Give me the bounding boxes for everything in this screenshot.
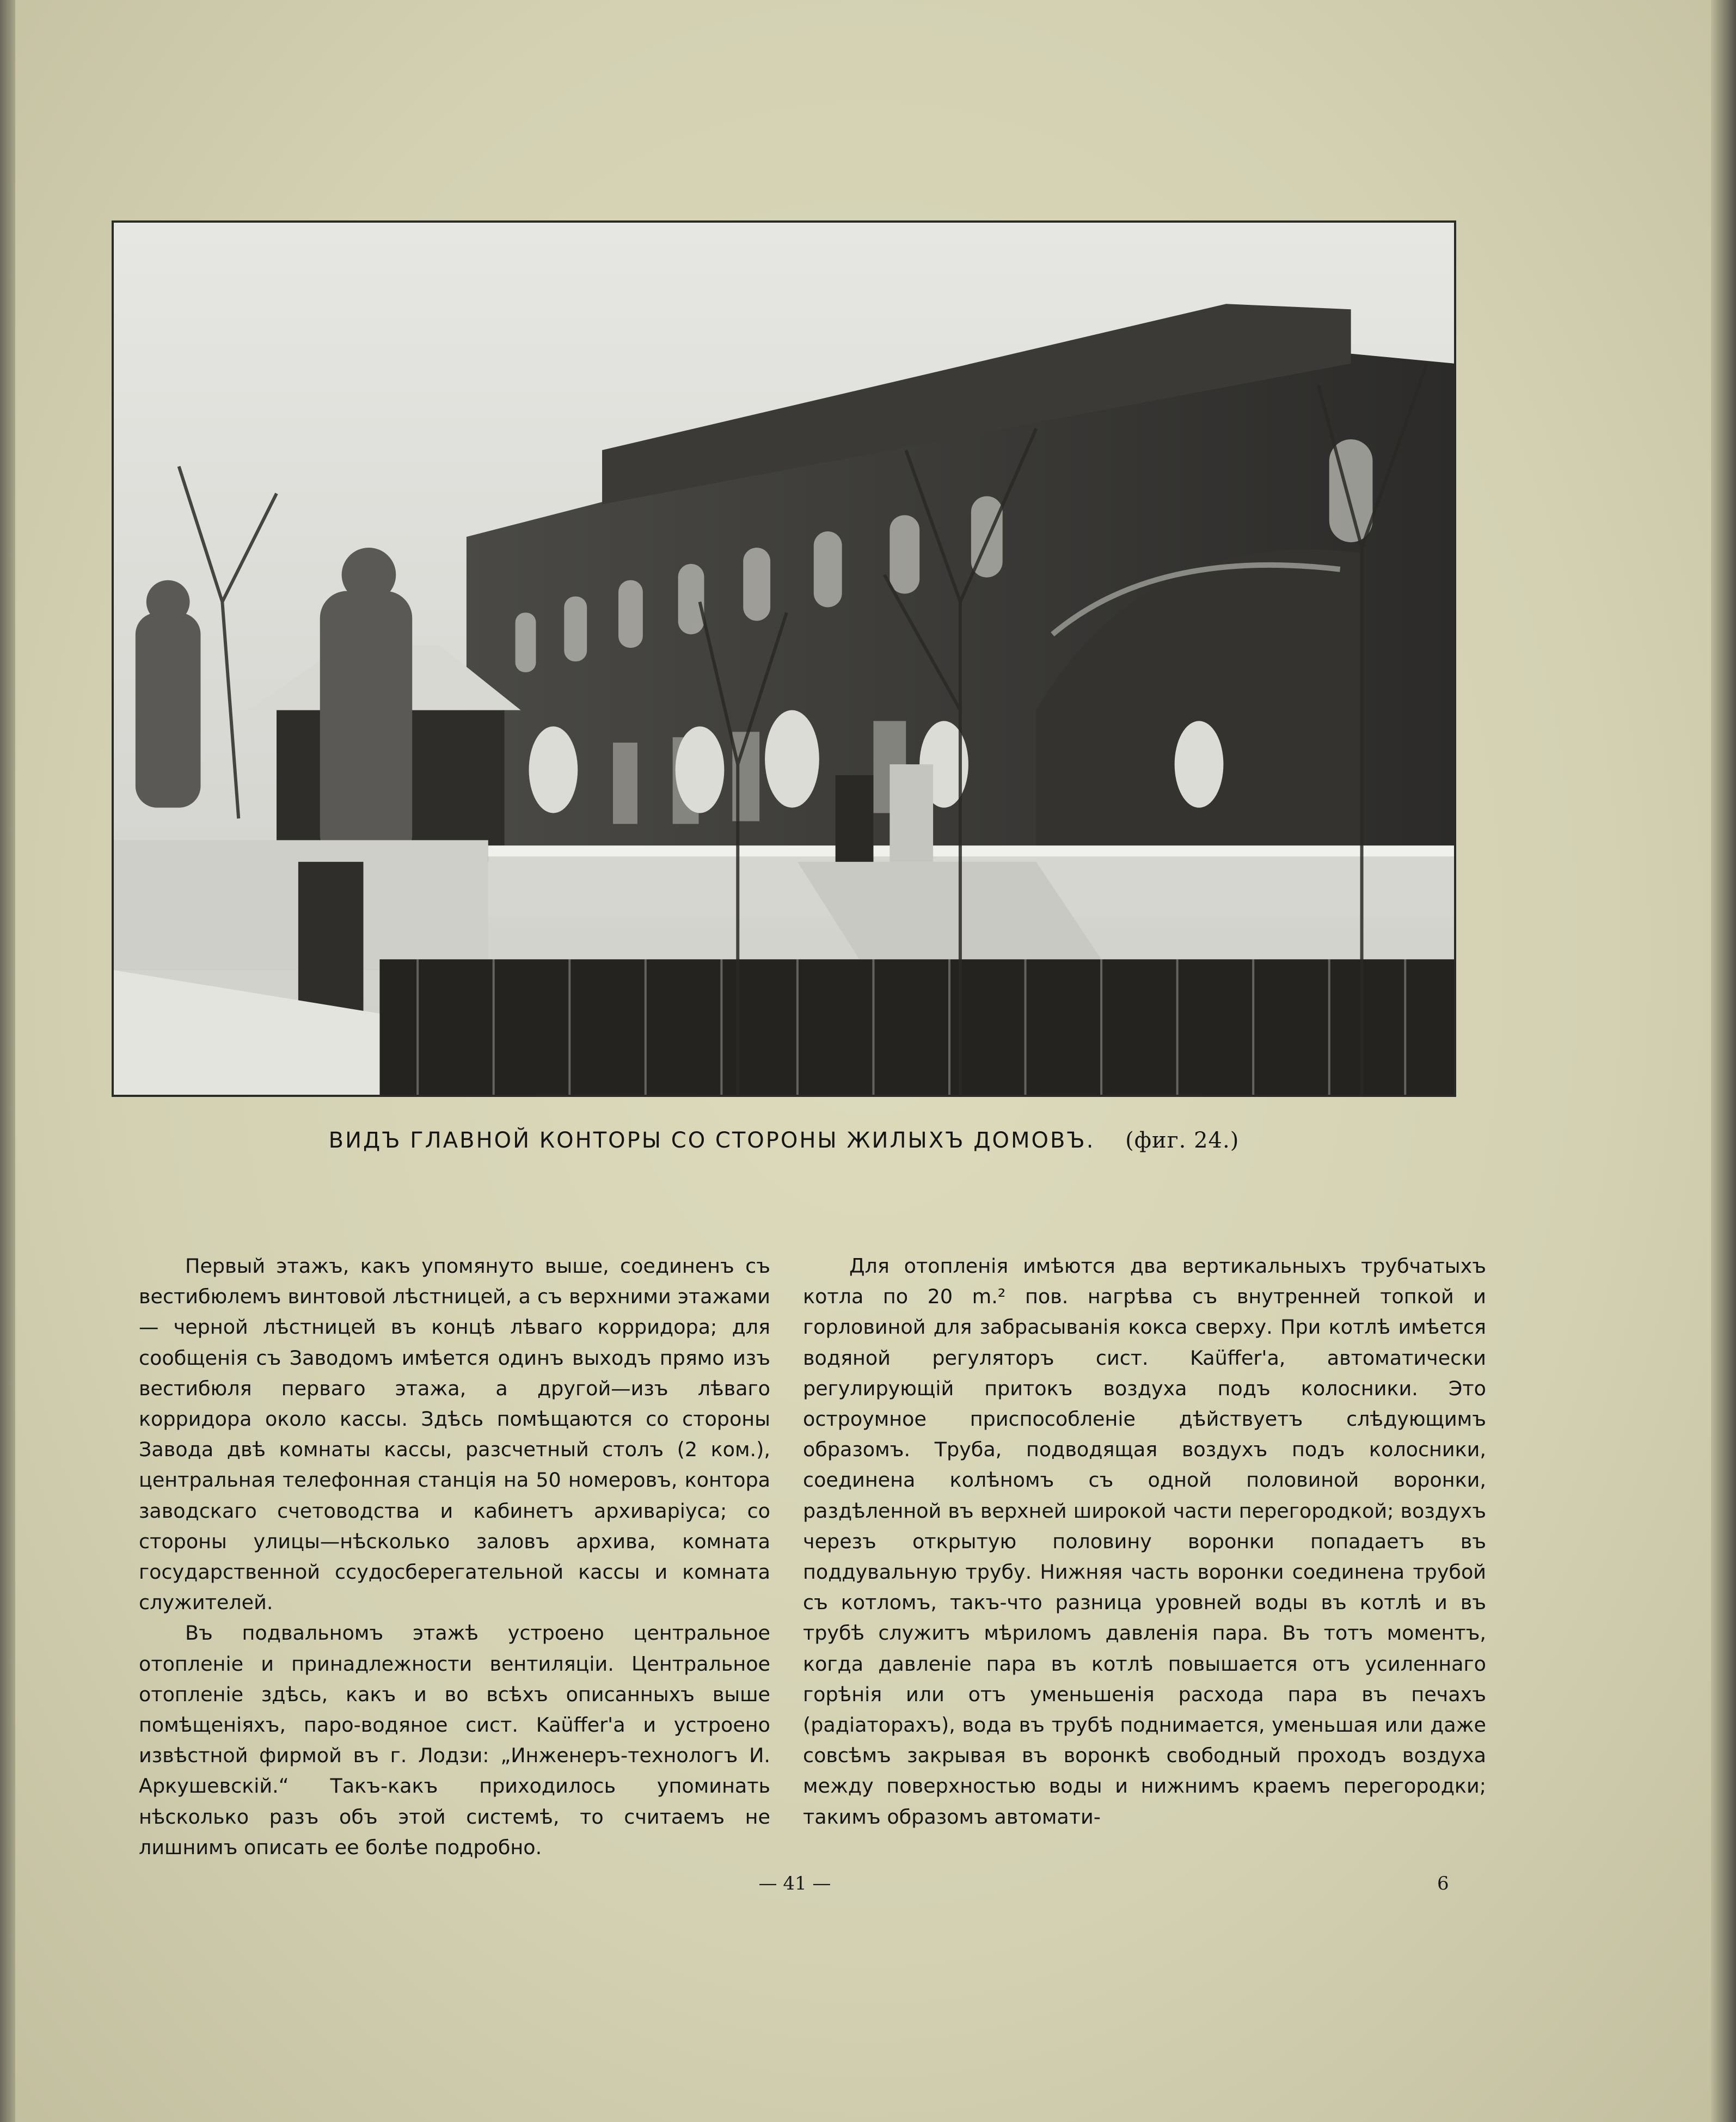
signature-mark: 6	[1437, 1873, 1449, 1894]
paragraph: Для отопленія имѣются два вертикальныхъ трубчатыхъ котла по 20 m.² пов. нагрѣва съ внутренней топкой и горловиной для забрасыванія кокса сверху. При котлѣ имѣется водяной регуляторъ сист. Kaüffer'а, автоматически регулирующій притокъ воздуха подъ колосники. Это остроумное приспособленіе дѣйствуетъ слѣдующимъ образомъ. Труба, подводящая воздухъ подъ колосники, соединена колѣномъ съ одной половиной воронки, раздѣленной въ верхней широкой части перегородкой; воздухъ черезъ открытую половину воронки попадаетъ въ поддувальную трубу. Нижняя часть воронки соединена трубой съ котломъ, такъ-что разница уровней воды въ котлѣ и въ трубѣ служитъ мѣриломъ давленія пара. Въ тотъ моментъ, когда давленіе пара въ котлѣ повышается отъ усиленнаго горѣнія или отъ уменьшенія расхода пара въ печахъ (радіаторахъ), вода въ трубѣ поднимается, уменьшая или даже совсѣмъ закрывая въ воронкѣ свободный проходъ воздуха между поверхностью воды и нижнимъ краемъ перегородки; такимъ образомъ автомати-	[803, 1254, 1486, 1829]
figure-reference: (фиг. 24.)	[1125, 1128, 1240, 1153]
left-column	[139, 1251, 770, 1863]
building-photograph	[112, 220, 1456, 1097]
caption-text: ВИДЪ ГЛАВНОЙ КОНТОРЫ СО СТОРОНЫ ЖИЛЫХЪ ДОМОВЪ.	[328, 1128, 1095, 1153]
photo-illustration	[114, 223, 1454, 1095]
page-edge-right	[1711, 0, 1736, 2122]
figure-caption	[112, 1128, 1456, 1153]
paragraph: Первый этажъ, какъ упомянуто выше, соединенъ съ вестибюлемъ винтовой лѣстницей, а съ верхними этажами — черной лѣстницей въ концѣ лѣваго корридора; для сообщенія съ Заводомъ имѣется одинъ выходъ прямо изъ вестибюля перваго этажа, а другой—изъ лѣваго корридора около кассы. Здѣсь помѣщаются со стороны Завода двѣ комнаты кассы, разсчетный столъ (2 ком.), центральная телефонная станція на 50 номеровъ, контора заводскаго счетоводства и кабинетъ архиваріуса; со стороны улицы—нѣсколько заловъ архива, комната государственной ссудосберегательной кассы и комната служителей.	[139, 1254, 770, 1615]
paragraph: Въ подвальномъ этажѣ устроено центральное отопленіе и принадлежности вентиляціи. Центральное отопленіе здѣсь, какъ и во всѣхъ описанныхъ выше помѣщеніяхъ, паро-водяное сист. Kaüffer'а и устроено извѣстной фирмой въ г. Лодзи: „Инженеръ-технологъ И. Аркушевскій.“ Такъ-какъ приходилось упоминать нѣсколько разъ объ этой системѣ, то считаемъ не лишнимъ описать ее болѣе подробно.	[139, 1621, 770, 1859]
page-number: — 41 —	[758, 1873, 831, 1894]
right-column	[803, 1251, 1486, 1832]
page-edge-left	[0, 0, 15, 2122]
